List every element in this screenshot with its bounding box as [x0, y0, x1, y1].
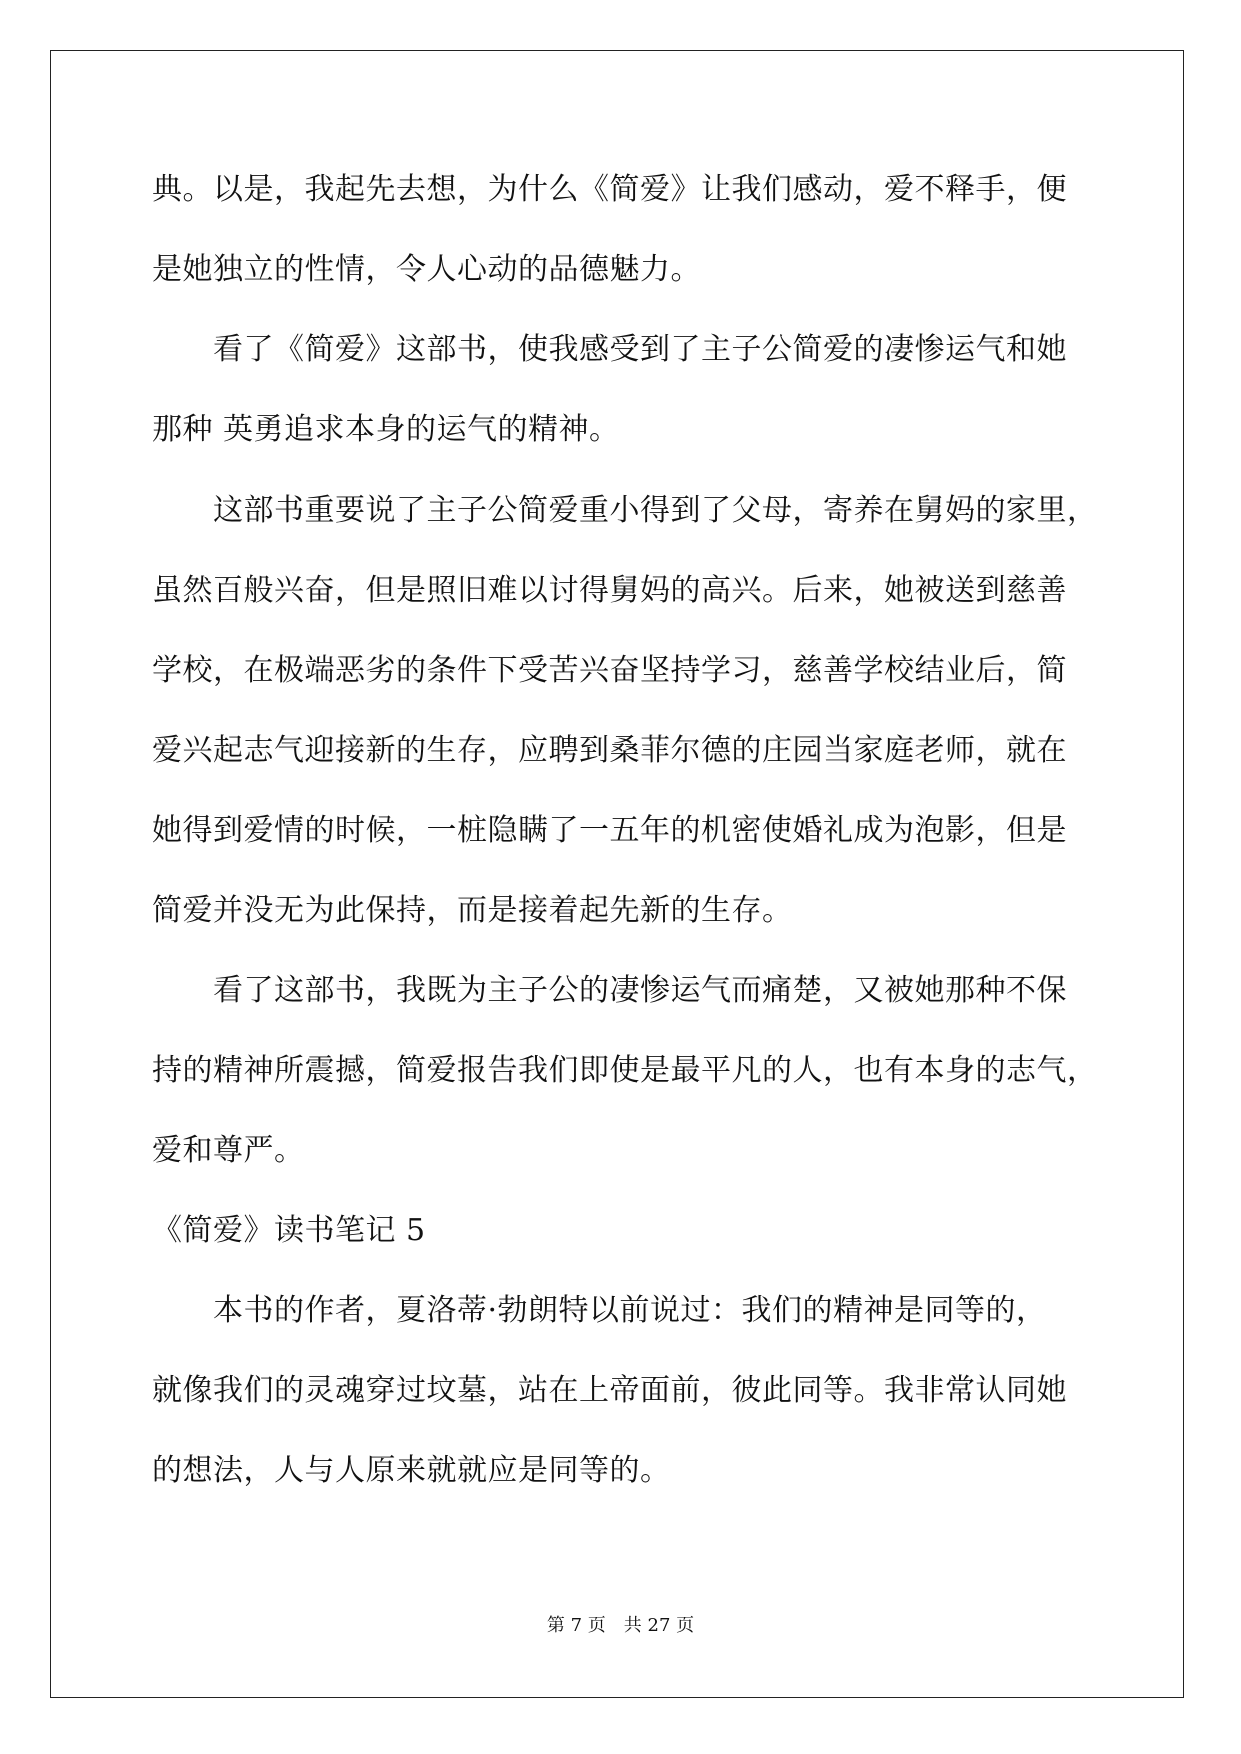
- page-number-footer: 第 7 页 共 27 页: [546, 1615, 695, 1636]
- text-line: 学校，在极端恶劣的条件下受苦兴奋坚持学习，慈善学校结业后，简: [152, 653, 1067, 688]
- text-line: 就像我们的灵魂穿过坟墓，站在上帝面前，彼此同等。我非常认同她: [152, 1373, 1067, 1408]
- text-line: 看了《简爱》这部书，使我感受到了主子公简爱的凄惨运气和她: [152, 332, 1067, 367]
- text-line: 本书的作者，夏洛蒂·勃朗特以前说过：我们的精神是同等的，: [152, 1293, 1047, 1328]
- text-line: 爱兴起志气迎接新的生存，应聘到桑菲尔德的庄园当家庭老师，就在: [152, 733, 1067, 768]
- text-line: 看了这部书，我既为主子公的凄惨运气而痛楚，又被她那种不保: [152, 973, 1067, 1008]
- text-line: 简爱并没无为此保持，而是接着起先新的生存。: [152, 893, 793, 928]
- text-line: 爱和尊严。: [152, 1133, 305, 1168]
- text-line: 那种 英勇追求本身的运气的精神。: [152, 412, 620, 447]
- text-line: 典。以是，我起先去想，为什么《简爱》让我们感动，爱不释手，便: [152, 172, 1067, 207]
- text-line: 她得到爱情的时候，一桩隐瞒了一五年的机密使婚礼成为泡影，但是: [152, 813, 1067, 848]
- text-line: 这部书重要说了主子公简爱重小得到了父母，寄养在舅妈的家里，: [152, 493, 1098, 528]
- text-line: 虽然百般兴奋，但是照旧难以讨得舅妈的高兴。后来，她被送到慈善: [152, 573, 1067, 608]
- text-line: 持的精神所震撼，简爱报告我们即使是最平凡的人，也有本身的志气，: [152, 1053, 1098, 1088]
- section-heading: 《简爱》读书笔记 5: [152, 1213, 426, 1248]
- text-line: 是她独立的性情，令人心动的品德魅力。: [152, 252, 701, 287]
- text-line: 的想法，人与人原来就就应是同等的。: [152, 1453, 671, 1488]
